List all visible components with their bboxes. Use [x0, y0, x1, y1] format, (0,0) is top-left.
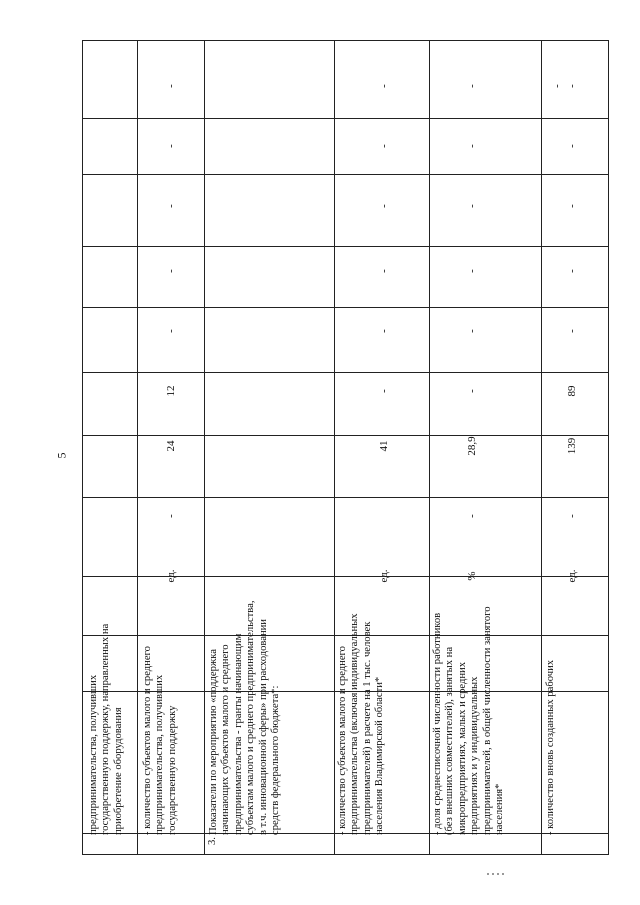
- value-cell: -: [165, 84, 177, 88]
- value-cell: 89: [566, 385, 578, 397]
- scan-artifact: [487, 873, 507, 875]
- row-number: 3.: [207, 837, 218, 845]
- value-cell: -: [466, 84, 478, 88]
- value-cell: -: [165, 514, 177, 518]
- value-cell: 24: [165, 440, 177, 452]
- value-cell: -: [165, 329, 177, 333]
- value-cell: -: [566, 269, 578, 273]
- indicator-text: Показатели по мероприятию «поддержка начинающих субъектов малого и среднего предпринимательства - гранты начинающим субъектам малого и среднего предпринимательства, в т.ч. инновационной сферы» при расходовании средств федерального бюджета*:: [208, 600, 282, 835]
- rotated-table-sheet: [82, 40, 608, 855]
- value-cell: -: [378, 389, 390, 393]
- value-cell: 12: [165, 385, 177, 397]
- unit-cell: ед.: [566, 569, 578, 583]
- value-cell: -: [566, 514, 578, 518]
- value-cell: -: [566, 329, 578, 333]
- value-cell: -: [165, 269, 177, 273]
- value-cell: -: [466, 144, 478, 148]
- unit-cell: %: [466, 571, 478, 581]
- value-cell: 139: [566, 437, 578, 455]
- indicator-text: - количество вновь созданных рабочих: [545, 659, 556, 835]
- value-cell: -: [378, 144, 390, 148]
- value-cell: -: [165, 204, 177, 208]
- value-cell: -: [566, 84, 578, 88]
- value-cell: -: [378, 204, 390, 208]
- page-number: 5: [54, 452, 69, 459]
- unit-cell: ед.: [378, 569, 390, 583]
- value-cell: -: [466, 514, 478, 518]
- indicator-text: - доля среднесписочной численности работников (без внешних совместителей), занятых на микропредприятиях, малых и средних предприятиях и у индивидуальных предпринимателей, в общей численности занятого населения*: [432, 606, 506, 835]
- indicator-text: - количество субъектов малого и среднего предпринимательства, получивших государственную поддержку: [142, 646, 178, 835]
- indicator-text: - количество субъектов малого и среднего предпринимательства (включая индивидуальных предпринимателей) в расчете на 1 тыс. человек населения Владимирской области*: [337, 613, 386, 835]
- unit-cell: ед.: [165, 569, 177, 583]
- value-cell: -: [378, 84, 390, 88]
- value-cell: -: [466, 269, 478, 273]
- value-cell: -: [466, 204, 478, 208]
- value-cell: -: [566, 204, 578, 208]
- value-cell: 28,9: [466, 436, 478, 456]
- indicator-text: предпринимательства, получивших государственную поддержку, направленных на приобретение оборудования: [88, 623, 124, 835]
- value-cell: -: [378, 329, 390, 333]
- value-cell: -: [566, 144, 578, 148]
- value-cell: -: [466, 389, 478, 393]
- value-cell: 41: [378, 440, 390, 452]
- value-cell: -: [551, 84, 563, 88]
- value-cell: -: [466, 329, 478, 333]
- value-cell: -: [165, 144, 177, 148]
- value-cell: -: [378, 269, 390, 273]
